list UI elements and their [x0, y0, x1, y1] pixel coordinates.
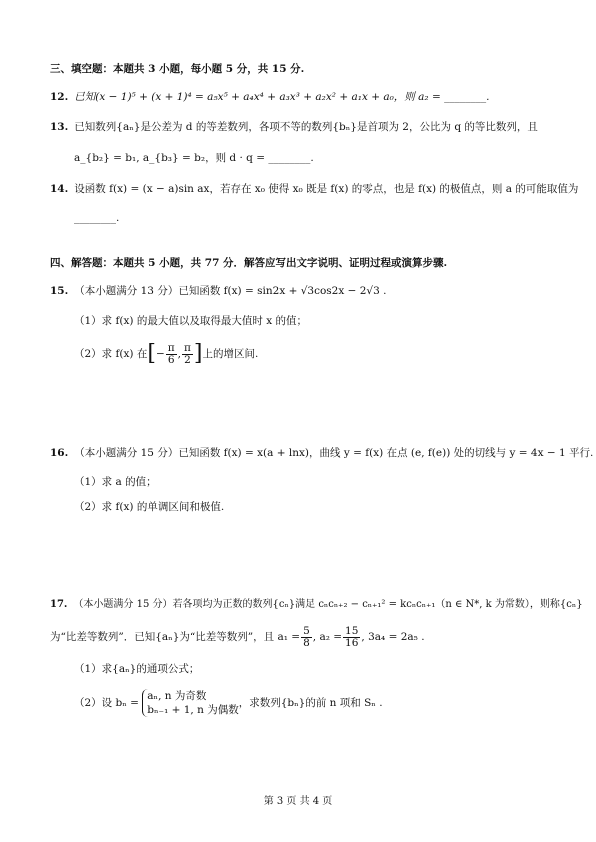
- question-17-line-1: [50, 598, 583, 612]
- question-14-text-1: 设函数 f(x) = (x − a)sin ax，若存在 x₀ 使得 x₀ 既是 f(x) 的零点，也是 f(x) 的极值点，则 a 的可能取值为: [74, 183, 579, 195]
- question-17-number: 17.: [50, 599, 68, 610]
- section-3-header: 三、填空题：本题共 3 小题，每小题 5 分，共 15 分.: [50, 63, 305, 75]
- page-footer: 第 3 页 共 4 页: [263, 796, 333, 807]
- question-16-number: 16.: [50, 447, 69, 459]
- interval-upper-fraction: [182, 343, 193, 366]
- a1-denominator: 8: [303, 636, 310, 649]
- question-12: [50, 90, 489, 104]
- question-16-text: （本小题满分 15 分）已知函数 f(x) = x(a + lnx)，曲线 y = f(x) 在点 (e, f(e)) 处的切线与 y = 4x − 1 平行.: [74, 447, 594, 459]
- question-17-text-2-suffix: , 3a₄ = 2a₅ .: [361, 631, 425, 643]
- question-16-part-1: （1）求 a 的值；: [74, 476, 157, 488]
- question-17-part-2: [74, 688, 383, 718]
- question-17-text-2-prefix: 为“比差等数列”．已知{aₙ}为“比差等数列”，且 a₁ =: [50, 631, 301, 643]
- a2-fraction: [343, 626, 360, 649]
- section-4-header: 四、解答题：本题共 5 小题，共 77 分．解答应写出文字说明、证明过程或演算步骤.: [50, 257, 448, 269]
- lower-numerator: π: [167, 341, 175, 354]
- question-13-text-1: 已知数列{aₙ}是公差为 d 的等差数列，各项不等的数列{bₙ}是首项为 2，公比为 q 的等比数列，且: [74, 121, 538, 133]
- question-15-part-2: （2）求 f(x) 在[− $\frac{\pi}{6}$ , $\frac{\pi}{2}$ ]上的增区间.: [74, 341, 259, 366]
- piecewise-cases: [142, 689, 238, 717]
- upper-numerator: π: [184, 341, 191, 354]
- question-16-part-2: （2）求 f(x) 的单调区间和极值.: [74, 501, 225, 513]
- a2-denominator: 16: [345, 636, 359, 649]
- question-17-part-1: （1）求{aₙ}的通项公式；: [74, 663, 200, 675]
- question-17-text-1: （本小题满分 15 分）若各项均为正数的数列{cₙ}满足 cₙcₙ₊₂ − cₙ₊₁² = kcₙcₙ₊₁（n ∈ N*, k 为常数），则称{cₙ}: [73, 599, 583, 610]
- a2-numerator: 15: [345, 624, 359, 637]
- question-15-part-1: （1）求 f(x) 的最大值以及取得最大值时 x 的值；: [74, 315, 307, 327]
- question-17-line-2: [50, 624, 425, 650]
- question-12-number: 12.: [50, 91, 69, 103]
- question-15-part-2-prefix: （2）求 f(x) 在: [74, 348, 148, 360]
- question-15-stem: [50, 284, 386, 298]
- question-14-line-2: ________.: [74, 212, 120, 224]
- case-even: bₙ₋₁ + 1, n 为偶数: [147, 704, 239, 716]
- question-14-line-1: [50, 182, 578, 196]
- question-13-line-2: a_{b₂} = b₁, a_{b₃} = b₂，则 d · q = ________.: [74, 152, 314, 164]
- question-16-stem: [50, 446, 593, 460]
- lower-denominator: 6: [167, 353, 175, 366]
- upper-denominator: 2: [184, 353, 191, 366]
- question-17-text-2-mid: , a₂ =: [312, 631, 343, 643]
- interval-left-bracket: [: [147, 341, 156, 366]
- question-15-text: （本小题满分 13 分）已知函数 f(x) = sin2x + √3cos2x − 2√3 .: [74, 285, 387, 297]
- interval-lower-fraction: [166, 343, 177, 366]
- question-15-part-2-suffix: 上的增区间.: [202, 348, 259, 360]
- question-12-text: 已知(x − 1)⁵ + (x + 1)⁴ = a₅x⁵ + a₄x⁴ + a₃x³ + a₂x² + a₁x + a₀，则 a₂ = ________.: [74, 91, 490, 103]
- case-odd: aₙ, n 为奇数: [147, 690, 207, 702]
- interval-right-bracket: ]: [193, 341, 203, 366]
- a1-numerator: 5: [303, 624, 310, 637]
- question-17-part-2-suffix: ，求数列{bₙ}的前 n 项和 Sₙ .: [238, 697, 383, 709]
- a1-fraction: [301, 626, 312, 649]
- question-15-number: 15.: [50, 285, 69, 297]
- question-14-number: 14.: [50, 183, 69, 195]
- question-13-number: 13.: [50, 121, 69, 133]
- question-17-part-2-prefix: （2）设 bₙ =: [74, 697, 139, 709]
- question-13-line-1: [50, 120, 538, 134]
